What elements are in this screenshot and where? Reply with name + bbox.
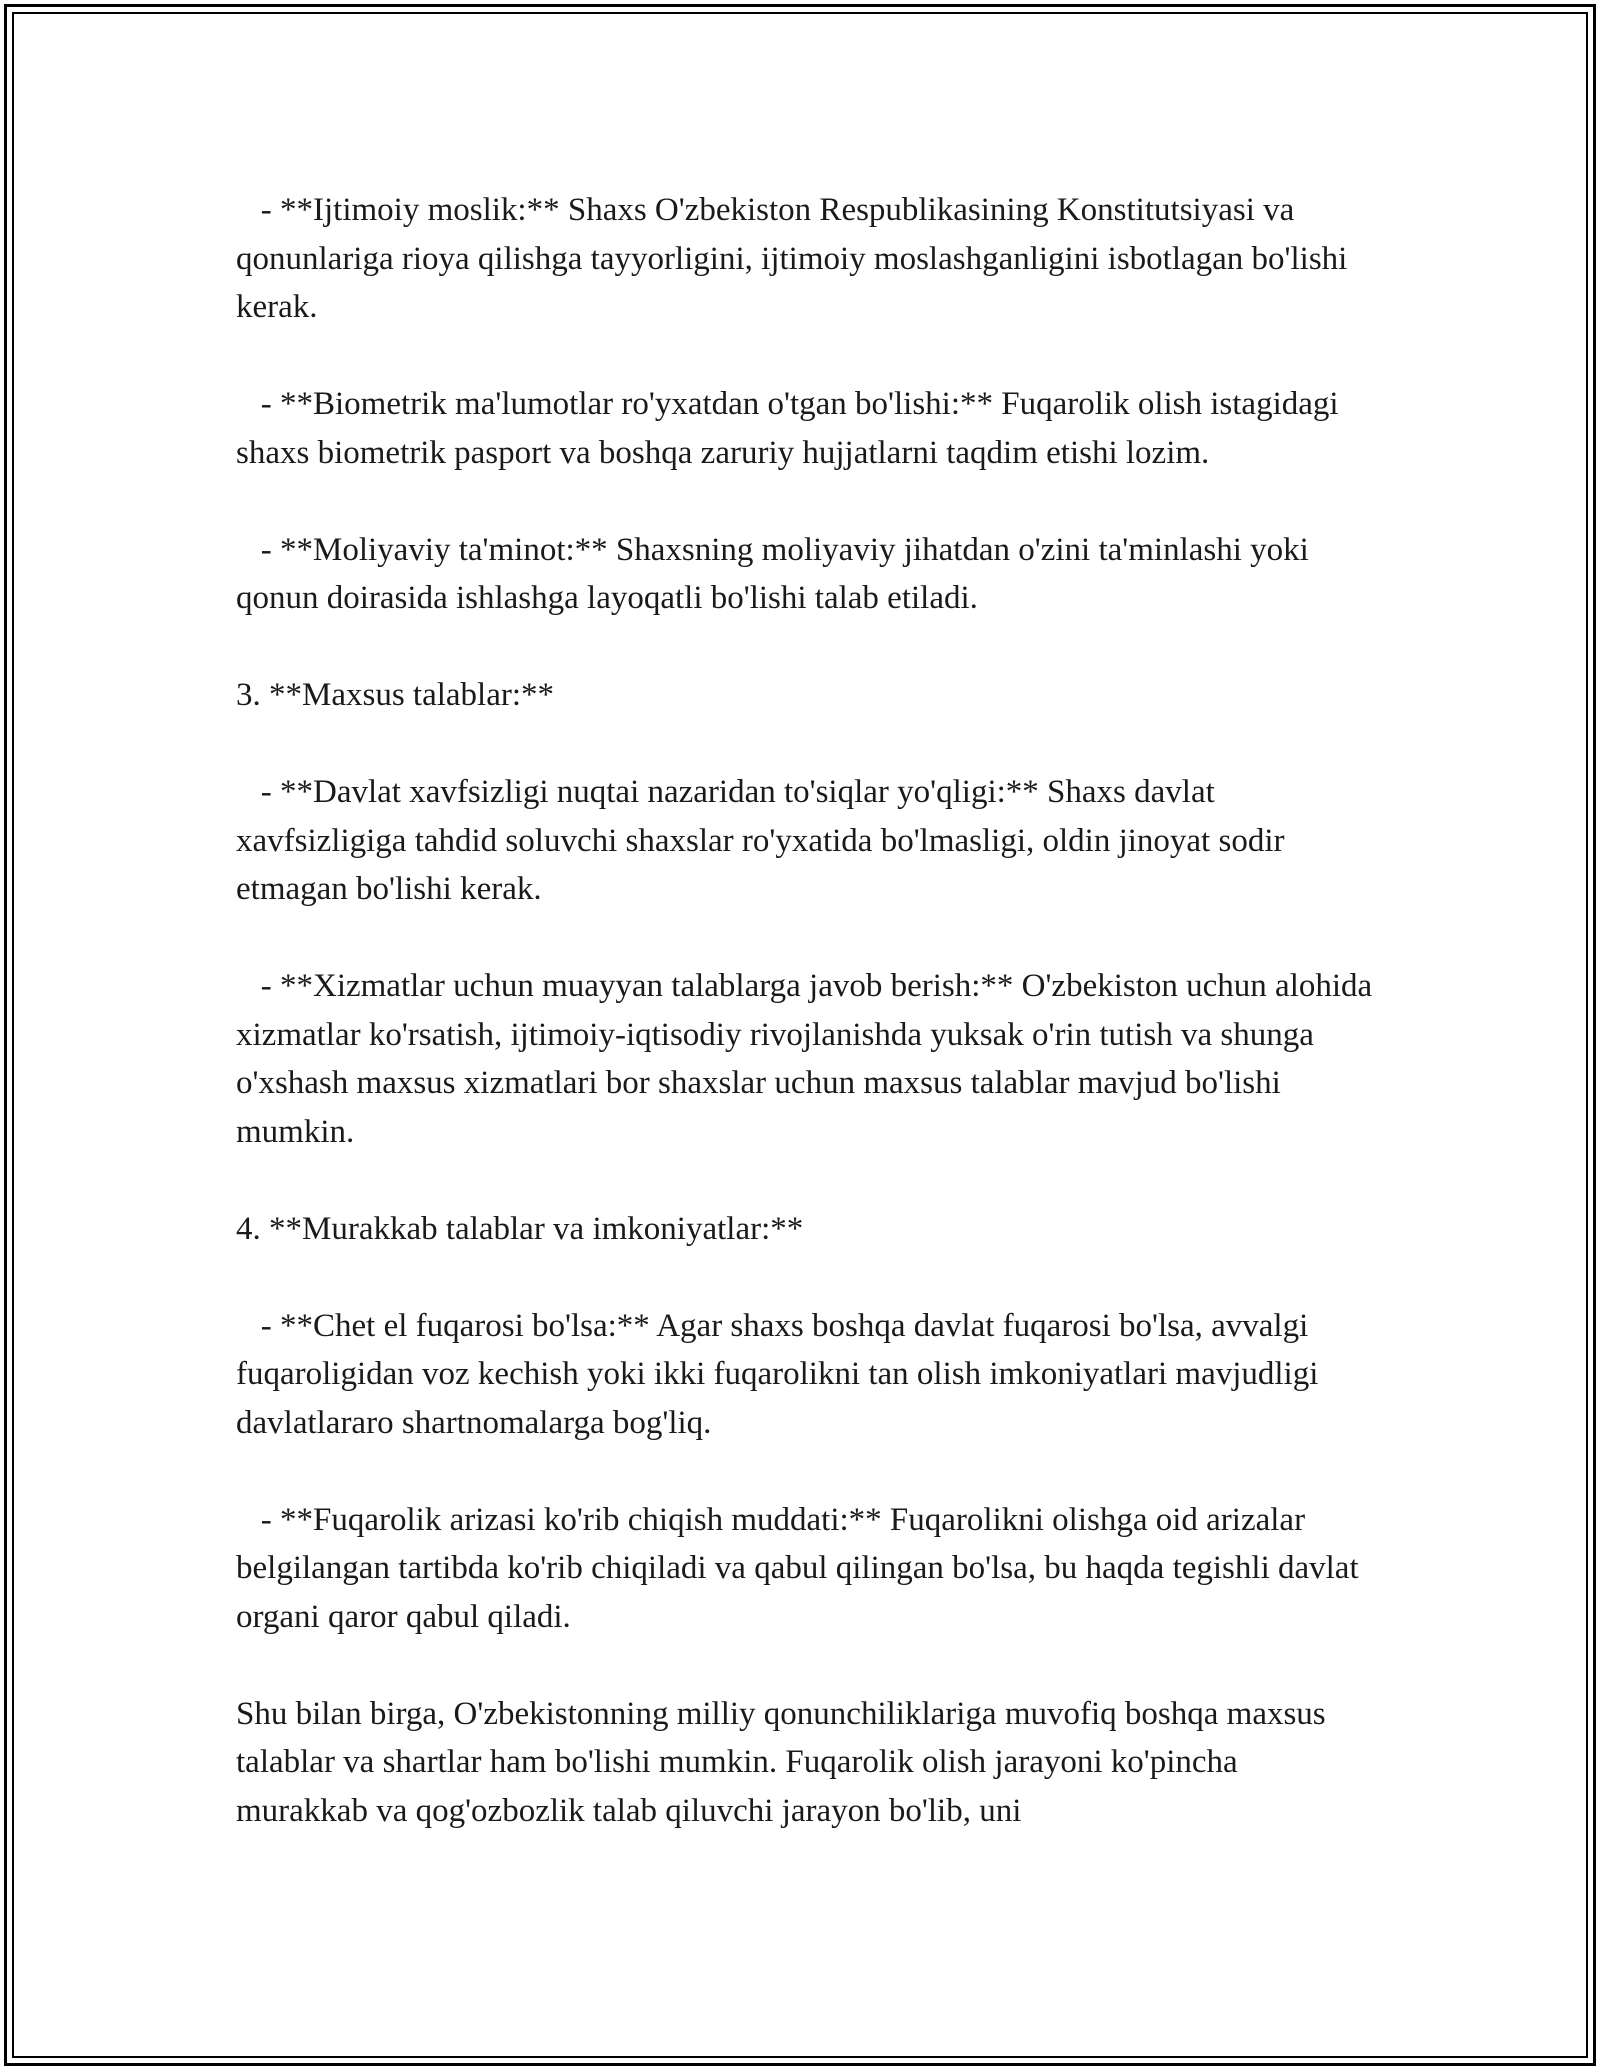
- paragraph-biometric-data: - **Biometrik ma'lumotlar ro'yxatdan o'tgan bo'lishi:** Fuqarolik olish istagidagi shaxs biometrik pasport va boshqa zaruriy hujjatlarni taqdim etishi lozim.: [236, 386, 1347, 471]
- paragraph-conclusion: Shu bilan birga, O'zbekistonning milliy qonunchiliklariga muvofiq boshqa maxsus talablar va shartlar ham bo'lishi mumkin. Fuqarolik olish jarayoni ko'pincha murakkab va qog'ozbozlik talab qiluvchi jarayon bo'lib, uni: [236, 1695, 1334, 1829]
- heading-complex-requirements: 4. **Murakkab talablar va imkoniyatlar:**: [236, 1210, 804, 1247]
- paragraph-foreign-citizen: - **Chet el fuqarosi bo'lsa:** Agar shaxs boshqa davlat fuqarosi bo'lsa, avvalgi fuqaroligidan voz kechish yoki ikki fuqarolikni tan olish imkoniyatlari mavjudligi davlatlararo shartnomalarga bog'liq.: [236, 1307, 1327, 1441]
- paragraph-service-requirements: - **Xizmatlar uchun muayyan talablarga javob berish:** O'zbekiston uchun alohida xizmatlar ko'rsatish, ijtimoiy-iqtisodiy rivojlanishda yuksak o'rin tutish va shunga o'xshash maxsus xizmatlari bor shaxslar uchun maxsus talablar mavjud bo'lishi mumkin.: [236, 968, 1381, 1150]
- document-body: [236, 186, 1381, 1884]
- paragraph-application-review: - **Fuqarolik arizasi ko'rib chiqish muddati:** Fuqarolikni olishga oid arizalar belgilangan tartibda ko'rib chiqiladi va qabul qilingan bo'lsa, bu haqda tegishli davlat organi qaror qabul qiladi.: [236, 1501, 1367, 1635]
- paragraph-state-security: - **Davlat xavfsizligi nuqtai nazaridan to'siqlar yo'qligi:** Shaxs davlat xavfsizligiga tahdid soluvchi shaxslar ro'yxatida bo'lmasligi, oldin jinoyat sodir etmagan bo'lishi kerak.: [236, 774, 1293, 907]
- paragraph-financial-support: - **Moliyaviy ta'minot:** Shaxsning moliyaviy jihatdan o'zini ta'minlashi yoki qonun doirasida ishlashga layoqatli bo'lishi talab etiladi.: [236, 531, 1318, 616]
- paragraph-social-adaptation: - **Ijtimoiy moslik:** Shaxs O'zbekiston Respublikasining Konstitutsiyasi va qonunlariga rioya qilishga tayyorligini, ijtimoiy moslashganligini isbotlagan bo'lishi kerak.: [236, 192, 1356, 325]
- heading-special-requirements: 3. **Maxsus talablar:**: [236, 677, 555, 713]
